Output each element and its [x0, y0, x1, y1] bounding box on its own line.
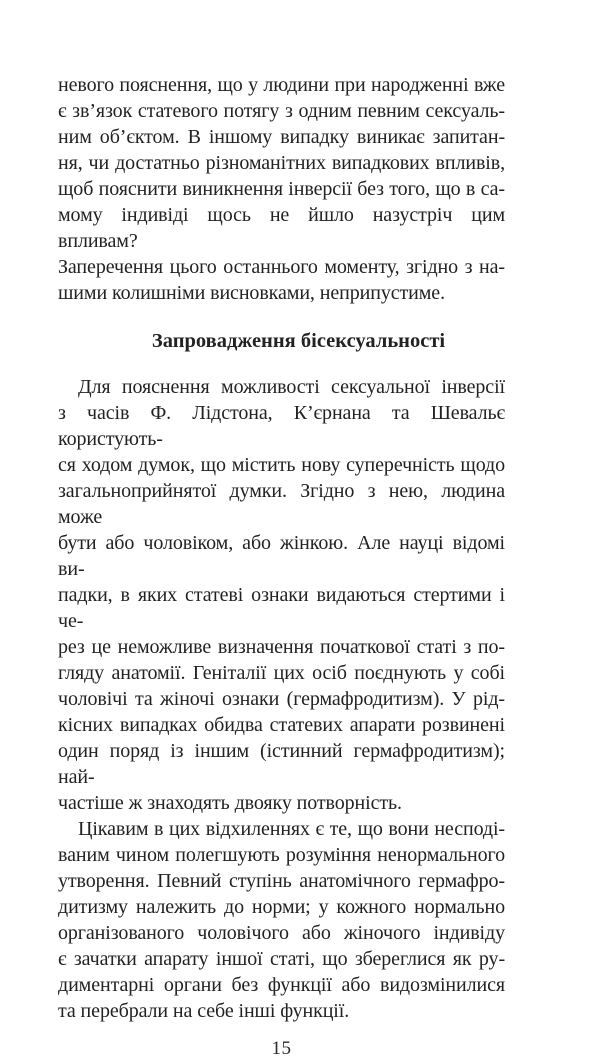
text-line: падки, в яких статеві ознаки видаються стертими і че- — [58, 584, 505, 632]
text-line: шими колишніми висновками, неприпустиме. — [58, 282, 445, 304]
text-line: Для пояснення можливості сексуальної інверсії — [78, 376, 505, 398]
text-column — [58, 72, 505, 1060]
text-line: з часів Ф. Лідстона, К’єрнана та Шевальє користують- — [58, 402, 505, 450]
text-line: утворення. Певний ступінь анатомічного гермафро- — [58, 870, 505, 892]
text-line: щоб пояснити виникнення інверсії без того, що в са- — [58, 178, 505, 200]
text-line: та перебрали на себе інші функції. — [58, 1000, 350, 1022]
text-line: бути або чоловіком, або жінкою. Але науці відомі ви- — [58, 532, 505, 580]
text-line: є зачатки апарату іншої статі, що збереглися як ру- — [58, 948, 505, 970]
text-line: дитизму належить до норми; у кожного нормально — [58, 896, 505, 918]
text-line: ня, чи достатньо різноманітних випадкових впливів, — [58, 152, 505, 174]
text-line: ся ходом думок, що містить нову суперечність щодо — [58, 454, 505, 476]
text-line: частіше ж знаходять двояку потворність. — [58, 792, 402, 814]
section-heading: Запровадження бісексуальності — [151, 330, 446, 352]
text-line: один поряд із іншим (істинний гермафродитизм); най- — [58, 740, 505, 788]
text-line: чоловічі та жіночі ознаки (гермафродитизм). У рід- — [58, 688, 505, 710]
text-line: Цікавим в цих відхиленнях є те, що вони несподі- — [78, 818, 505, 840]
text-line: ним об’єктом. В іншому випадку виникає запитан- — [58, 126, 505, 148]
text-line: гляду анатомії. Геніталії цих осіб поєднують у собі — [58, 662, 505, 684]
text-line: мому індивіді щось не йшло назустріч цим впливам? — [58, 204, 505, 252]
paragraph — [58, 72, 505, 306]
paragraph — [58, 374, 505, 816]
page-number: 15 — [271, 1038, 292, 1059]
text-line: Заперечення цього останнього моменту, згідно з на- — [58, 256, 505, 278]
text-line: кісних випадках обидва статевих апарати розвинені — [58, 714, 505, 736]
paragraph — [58, 816, 505, 1024]
text-line: невого пояснення, що у людини при народженні вже — [58, 74, 505, 96]
text-line: загальноприйнятої думки. Згідно з нею, людина може — [58, 480, 505, 528]
text-line: є зв’язок статевого потягу з одним певним сексуаль- — [58, 100, 505, 122]
text-line: ваним чином полегшують розуміння ненормального — [58, 844, 505, 866]
text-line: організованого чоловічого або жіночого індивіду — [58, 922, 505, 944]
text-line: диментарні органи без функції або видозмінилися — [58, 974, 505, 996]
text-line: рез це неможливе визначення початкової статі з по- — [58, 636, 505, 658]
body-text — [58, 72, 505, 1024]
